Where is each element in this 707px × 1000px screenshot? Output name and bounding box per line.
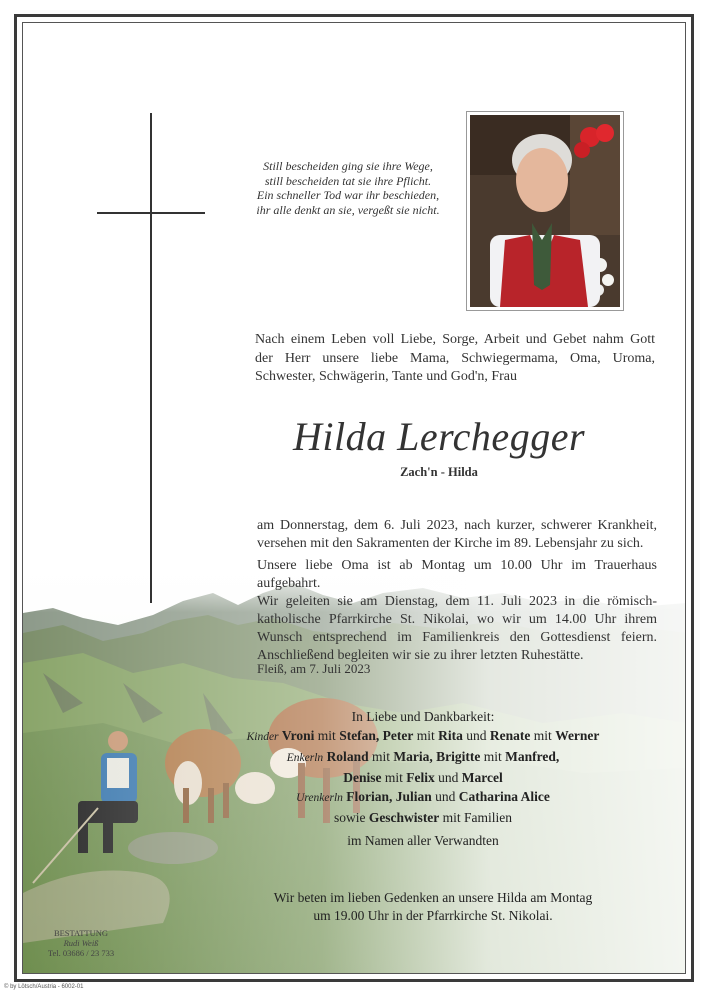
death-notice-paragraph bbox=[257, 517, 657, 553]
intro-line: der Herr unsere liebe Mama, Schwiegermama, Oma, Uroma, bbox=[255, 350, 655, 366]
paragraph-line: Unsere liebe Oma ist ab Montag um 10.00 Uhr im Trauerhaus bbox=[257, 558, 657, 573]
prayer-line: Wir beten im lieben Gedenken an unsere Hilda am Montag bbox=[273, 890, 593, 905]
poem-line: still bescheiden tat sie ihre Pflicht. bbox=[264, 173, 432, 188]
grandchildren-label: Enkerln bbox=[286, 752, 324, 764]
poem-line: Still bescheiden ging sie ihre Wege, bbox=[263, 159, 433, 173]
child-name: Rita bbox=[438, 728, 463, 743]
child-name: Werner bbox=[555, 728, 600, 743]
paragraph-line: Anschließend begleiten wir sie zu ihrer letzten Ruhestätte. bbox=[257, 648, 584, 663]
grandchildren-line bbox=[243, 747, 603, 768]
connector: sowie bbox=[333, 810, 366, 825]
grandchild-name: Marcel bbox=[461, 770, 503, 785]
undertaker-stamp bbox=[33, 928, 129, 958]
connector: mit bbox=[483, 749, 502, 764]
siblings-line bbox=[243, 808, 603, 827]
grandchild-name: Maria, Brigitte bbox=[393, 749, 481, 764]
parte-card bbox=[22, 22, 686, 974]
paragraph-line: katholische Pfarrkirche St. Nikolai, wo wir um 14.00 Uhr ihrem bbox=[257, 612, 657, 627]
portrait-photo bbox=[466, 111, 624, 311]
child-name: Renate bbox=[489, 728, 531, 743]
deceased-name: Hilda Lerchegger bbox=[292, 414, 586, 459]
mourners-heading: In Liebe und Dankbarkeit: bbox=[351, 709, 495, 724]
place-and-date: Fleiß, am 7. Juli 2023 bbox=[257, 661, 371, 676]
cross-vertical bbox=[150, 113, 152, 603]
connector: und bbox=[466, 728, 487, 743]
mourners-list bbox=[243, 707, 603, 850]
relatives-line: im Namen aller Verwandten bbox=[347, 833, 499, 848]
undertaker-line: Rudi Weiß bbox=[63, 938, 99, 948]
laying-out-paragraph bbox=[257, 557, 657, 593]
paragraph-line: Wunsch entsprechend im Familienkreis den Gottesdienst feiern. bbox=[257, 630, 657, 645]
siblings-label: Geschwister bbox=[368, 810, 440, 825]
connector: mit bbox=[416, 728, 435, 743]
intro-line: Nach einem Leben voll Liebe, Sorge, Arbeit und Gebet nahm Gott bbox=[255, 332, 655, 347]
connector: mit bbox=[371, 749, 390, 764]
prayer-line: um 19.00 Uhr in der Pfarrkirche St. Nikolai. bbox=[313, 908, 553, 923]
great-grandchildren-label: Urenkerln bbox=[296, 792, 343, 804]
intro-text bbox=[255, 331, 655, 387]
children-label: Kinder bbox=[246, 731, 279, 743]
great-grandchild-name: Catharina Alice bbox=[458, 789, 550, 804]
connector: mit bbox=[384, 770, 403, 785]
cross-horizontal bbox=[97, 212, 205, 214]
prayer-notice bbox=[243, 889, 623, 925]
child-name: Stefan, Peter bbox=[339, 728, 414, 743]
grandchild-name: Roland bbox=[326, 749, 369, 764]
funeral-paragraph bbox=[257, 593, 657, 665]
undertaker-line: BESTATTUNG bbox=[53, 928, 109, 938]
grandchildren-line-2 bbox=[243, 768, 603, 787]
poem-line: ihr alle denkt an sie, vergeßt sie nicht. bbox=[256, 202, 440, 217]
paragraph-line: Wir geleiten sie am Dienstag, dem 11. Juli 2023 in die römisch- bbox=[257, 594, 657, 609]
great-grandchildren-line bbox=[243, 787, 603, 808]
connector: mit Familien bbox=[442, 810, 513, 825]
connector: mit bbox=[317, 728, 336, 743]
copyright-note: © by Lötsch/Austria - 6002-01 bbox=[4, 984, 84, 990]
intro-line: Schwester, Schwägerin, Tante und God'n, Frau bbox=[255, 369, 518, 384]
paragraph-line: versehen mit den Sakramenten der Kirche im 89. Lebensjahr zu sich. bbox=[257, 536, 644, 551]
grandchild-name: Manfred, bbox=[505, 749, 560, 764]
memorial-poem bbox=[228, 159, 468, 217]
connector: und bbox=[435, 789, 456, 804]
poem-line: Ein schneller Tod war ihr beschieden, bbox=[256, 188, 440, 202]
grandchild-name: Denise bbox=[343, 770, 382, 785]
children-line bbox=[243, 726, 603, 747]
paragraph-line: am Donnerstag, dem 6. Juli 2023, nach kurzer, schwerer Krankheit, bbox=[257, 518, 657, 533]
connector: mit bbox=[533, 728, 552, 743]
deceased-nickname: Zach'n - Hilda bbox=[400, 465, 478, 479]
child-name: Vroni bbox=[281, 728, 315, 743]
undertaker-line: Tel. 03686 / 23 733 bbox=[47, 948, 115, 958]
connector: und bbox=[438, 770, 459, 785]
grandchild-name: Felix bbox=[406, 770, 435, 785]
paragraph-line: aufgebahrt. bbox=[257, 576, 321, 591]
great-grandchild-name: Florian, Julian bbox=[346, 789, 432, 804]
portrait-image bbox=[470, 115, 620, 307]
